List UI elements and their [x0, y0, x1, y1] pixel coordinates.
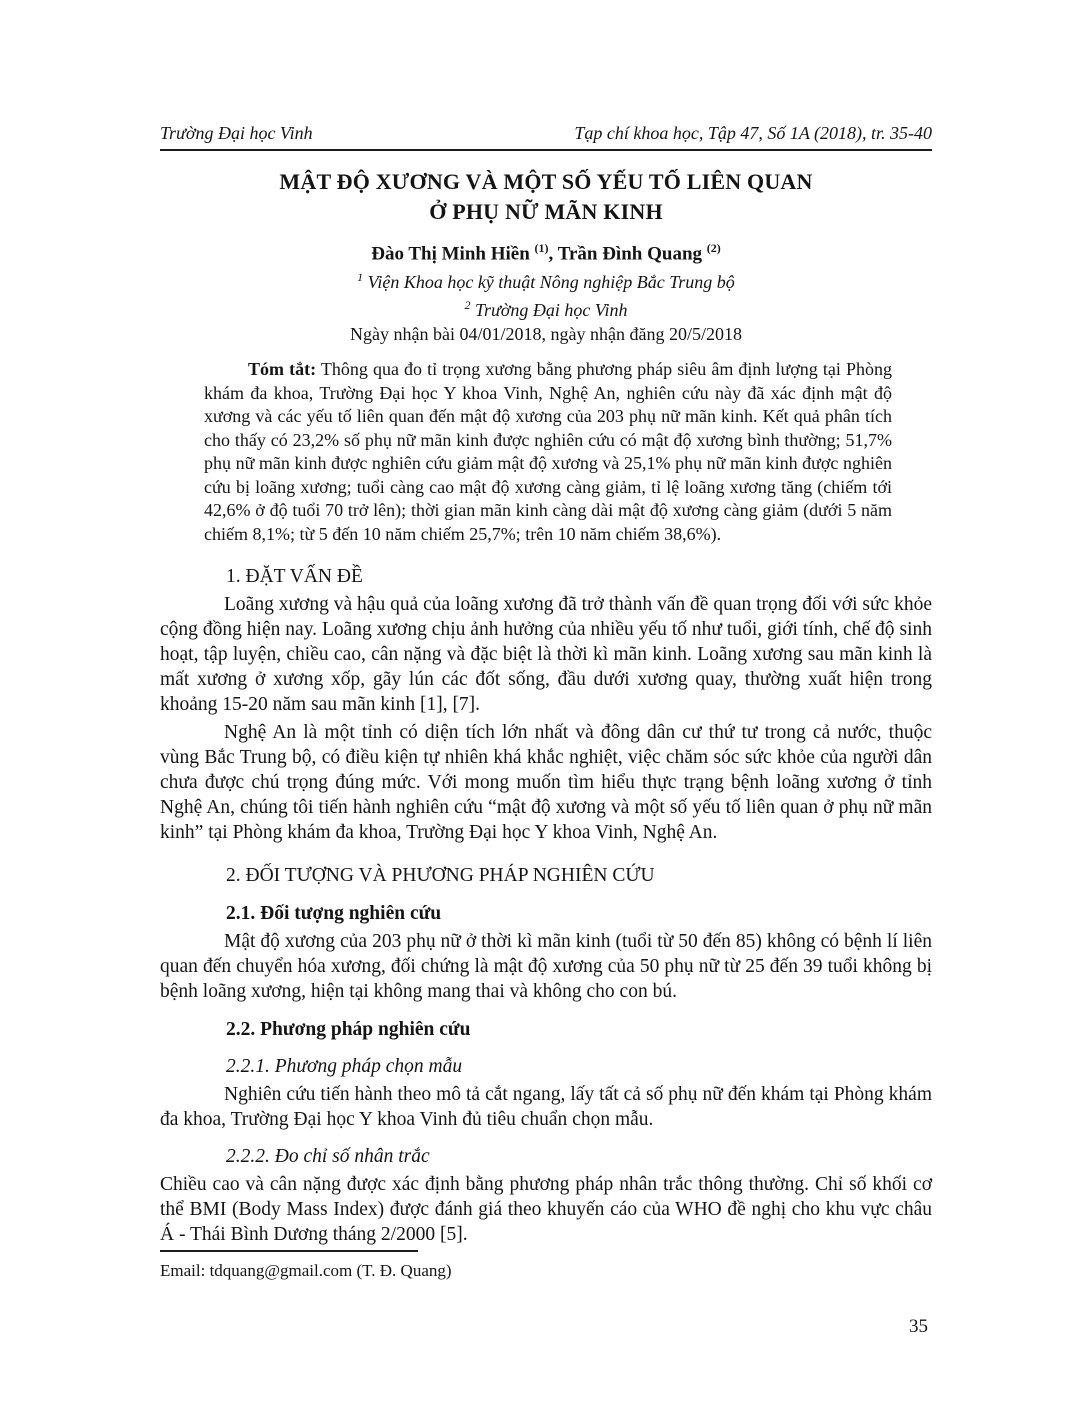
abstract [204, 358, 892, 546]
article-title [160, 167, 932, 227]
authors-line [160, 236, 932, 266]
footnote [160, 1250, 932, 1281]
running-head-right: Tạp chí khoa học, Tập 47, Số 1A (2018), tr. 35-40 [574, 123, 932, 143]
abstract-label: Tóm tắt: [248, 359, 317, 380]
authors-separator: , [548, 243, 558, 265]
section-2-1-heading: 2.1. Đối tượng nghiên cứu [226, 903, 442, 925]
author-2-affiliation-mark: (2) [706, 241, 721, 255]
page-number: 35 [909, 1316, 928, 1337]
footnote-email: Email: tdquang@gmail.com (T. Đ. Quang) [160, 1261, 452, 1280]
section-1-paragraph-1: Loãng xương và hậu quả của loãng xương đã trở thành vấn đề quan trọng đối với sức khỏe cộng đồng hiện nay. Loãng xương chịu ảnh hưởng của nhiều yếu tố như tuổi, giới tính, chế độ sinh hoạt, tập luyện, chiều cao, cân nặng và đặc biệt là thời kì mãn kinh. Loãng xương sau mãn kinh là mất xương ở xương xốp, gãy lún các đốt sống, đầu dưới xương quay, thường xuất hiện trong khoảng 15-20 năm sau mãn kinh [1], [7]. [160, 594, 932, 716]
author-1: Đào Thị Minh Hiền [371, 243, 535, 265]
section-2-1-paragraph-1: Mật độ xương của 203 phụ nữ ở thời kì mãn kinh (tuổi từ 50 đến 85) không có bệnh lí liên quan đến chuyển hóa xương, đối chứng là mật độ xương của 50 phụ nữ từ 25 đến 39 tuổi không bị bệnh loãng xương, hiện tại không mang thai và không cho con bú. [160, 931, 932, 1003]
article-title-line1: MẬT ĐỘ XƯƠNG VÀ MỘT SỐ YẾU TỐ LIÊN QUAN [279, 169, 813, 194]
section-1-heading: 1. ĐẶT VẤN ĐỀ [226, 566, 363, 588]
affiliation-1-text: Viện Khoa học kỹ thuật Nông nghiệp Bắc Trung bộ [363, 272, 735, 293]
author-1-affiliation-mark: (1) [534, 241, 549, 255]
header-rule [160, 149, 932, 151]
running-head-left: Trường Đại học Vinh [160, 123, 313, 143]
affiliation-2-mark: 2 [464, 298, 471, 313]
article-title-line2: Ở PHỤ NỮ MÃN KINH [429, 199, 663, 224]
footnote-rule [160, 1250, 418, 1252]
section-2-2-2-heading: 2.2.2. Đo chỉ số nhân trắc [226, 1146, 430, 1168]
affiliation-2 [160, 294, 932, 322]
affiliation-1 [160, 266, 932, 294]
section-2-2-1-heading: 2.2.1. Phương pháp chọn mẫu [226, 1056, 463, 1078]
section-1-paragraph-2: Nghệ An là một tỉnh có diện tích lớn nhất và đông dân cư thứ tư trong cả nước, thuộc vùng Bắc Trung bộ, có điều kiện tự nhiên khá khắc nghiệt, việc chăm sóc sức khỏe của người dân chưa được chú trọng đúng mức. Với mong muốn tìm hiểu thực trạng bệnh loãng xương ở tỉnh Nghệ An, chúng tôi tiến hành nghiên cứu “mật độ xương và một số yếu tố liên quan ở phụ nữ mãn kinh” tại Phòng khám đa khoa, Trường Đại học Y khoa Vinh, Nghệ An. [160, 722, 932, 844]
section-2-2-1-paragraph-1: Nghiên cứu tiến hành theo mô tả cắt ngang, lấy tất cả số phụ nữ đến khám tại Phòng khám đa khoa, Trường Đại học Y khoa Vinh đủ tiêu chuẩn chọn mẫu. [160, 1084, 932, 1131]
received-dates-line: Ngày nhận bài 04/01/2018, ngày nhận đăng 20/5/2018 [350, 324, 742, 345]
affiliation-2-text: Trường Đại học Vinh [470, 300, 628, 321]
author-2: Trần Đình Quang [557, 243, 707, 265]
section-2-heading: 2. ĐỐI TƯỢNG VÀ PHƯƠNG PHÁP NGHIÊN CỨU [226, 865, 655, 887]
section-2-2-2-paragraph-1: Chiều cao và cân nặng được xác định bằng phương pháp nhân trắc thông thường. Chỉ số khối cơ thể BMI (Body Mass Index) được đánh giá theo khuyến cáo của WHO đề nghị cho khu vực châu Á - Thái Bình Dương tháng 2/2000 [5]. [160, 1174, 932, 1246]
abstract-text: Thông qua đo tỉ trọng xương bằng phương pháp siêu âm định lượng tại Phòng khám đa khoa, Trường Đại học Y khoa Vinh, Nghệ An, nghiên cứu này đã xác định mật độ xương và các yếu tố liên quan đến mật độ xương của 203 phụ nữ mãn kinh. Kết quả phân tích cho thấy có 23,2% số phụ nữ mãn kinh được nghiên cứu có mật độ xương bình thường; 51,7% phụ nữ mãn kinh được nghiên cứu giảm mật độ xương và 25,1% phụ nữ mãn kinh được nghiên cứu bị loãng xương; tuổi càng cao mật độ xương càng giảm, tỉ lệ loãng xương tăng (chiếm tới 42,6% ở độ tuổi 70 trở lên); thời gian mãn kinh càng dài mật độ xương càng giảm (dưới 5 năm chiếm 8,1%; từ 5 đến 10 năm chiếm 25,7%; trên 10 năm chiếm 38,6%). [204, 359, 893, 544]
affiliation-1-mark: 1 [357, 270, 364, 285]
running-head [160, 122, 932, 144]
section-2-2-heading: 2.2. Phương pháp nghiên cứu [226, 1019, 471, 1041]
